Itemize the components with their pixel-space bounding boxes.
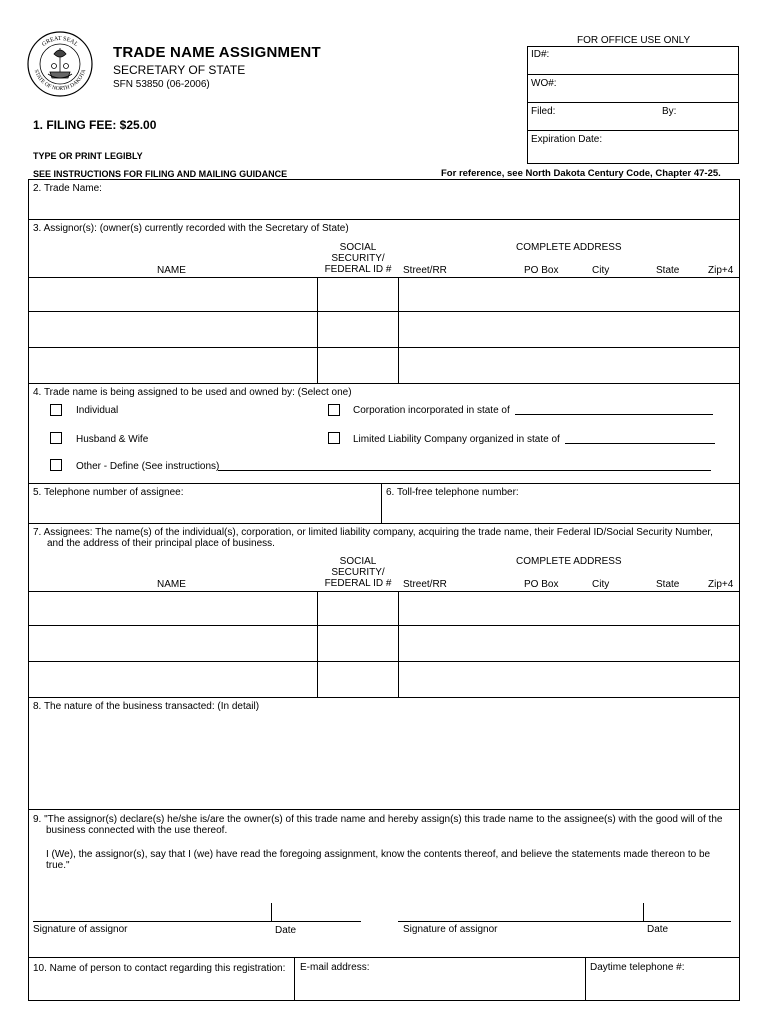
daytime-phone-label: Daytime telephone #: xyxy=(590,962,685,973)
assignor-street-header: Street/RR xyxy=(403,265,447,276)
assignor-row[interactable] xyxy=(29,348,739,383)
assignees-label: 7. Assignees: The name(s) of the individual(s), corporation, or limited liability company, acquiring the trade name, their Federal ID/Social Security Number, xyxy=(33,527,713,538)
state-seal xyxy=(26,30,94,98)
assignor-zip-header: Zip+4 xyxy=(708,265,734,276)
assignor-date-label-1: Date xyxy=(275,925,297,936)
assignors-label: 3. Assignor(s): (owner(s) currently recorded with the Secretary of State) xyxy=(33,223,349,234)
assignee-zip-header: Zip+4 xyxy=(708,579,734,590)
other-define-field[interactable] xyxy=(218,470,711,471)
corporation-state-field[interactable] xyxy=(515,414,713,415)
declaration-text-line4: true." xyxy=(46,860,70,871)
assignor-signature-label-1: Signature of assignor xyxy=(33,924,128,935)
declaration-text-line1: 9. "The assignor(s) declare(s) he/she is/are the owner(s) of this trade name and hereby assign(s) this trade name to the assignee(s) with the good will of the xyxy=(33,814,723,825)
form-number: SFN 53850 (06-2006) xyxy=(113,79,210,90)
assignor-row[interactable] xyxy=(29,278,739,311)
trade-name-label: 2. Trade Name: xyxy=(33,183,102,194)
office-filed-label: Filed: xyxy=(531,106,556,117)
seal-top-text: GREAT SEAL xyxy=(41,35,79,48)
declaration-text-line2: business connected with the use thereof. xyxy=(46,825,228,836)
individual-label: Individual xyxy=(76,405,119,416)
form-title: TRADE NAME ASSIGNMENT xyxy=(113,44,321,61)
assignee-phone-label: 5. Telephone number of assignee: xyxy=(33,487,184,498)
office-wo-label: WO#: xyxy=(531,78,557,89)
office-by-label: By: xyxy=(662,106,677,117)
corporation-label: Corporation incorporated in state of xyxy=(353,405,510,416)
assignor-name-header: NAME xyxy=(157,265,186,276)
assignee-complete-address-header: COMPLETE ADDRESS xyxy=(516,556,622,567)
assignor-signature-line-2[interactable] xyxy=(398,921,731,922)
assignee-city-header: City xyxy=(592,579,610,590)
agency-name: SECRETARY OF STATE xyxy=(113,63,246,77)
assignee-name-header: NAME xyxy=(157,579,186,590)
business-nature-field[interactable] xyxy=(29,714,739,808)
trade-name-field[interactable] xyxy=(29,195,739,218)
assignor-signature-line-1[interactable] xyxy=(33,921,361,922)
see-instructions: SEE INSTRUCTIONS FOR FILING AND MAILING GUIDANCE xyxy=(33,169,288,179)
other-checkbox[interactable] xyxy=(50,459,62,471)
assignee-pobox-header: PO Box xyxy=(524,579,559,590)
contact-name-label: 10. Name of person to contact regarding this registration: xyxy=(33,963,286,974)
toll-free-phone-label: 6. Toll-free telephone number: xyxy=(386,487,519,498)
daytime-phone-field[interactable] xyxy=(586,974,739,1000)
assignee-row[interactable] xyxy=(29,626,739,661)
email-label: E-mail address: xyxy=(300,962,370,973)
office-id-label: ID#: xyxy=(531,49,550,60)
corporation-checkbox[interactable] xyxy=(328,404,340,416)
assignor-pobox-header: PO Box xyxy=(524,265,559,276)
llc-state-field[interactable] xyxy=(565,443,715,444)
assignee-row[interactable] xyxy=(29,592,739,625)
husband-wife-label: Husband & Wife xyxy=(76,434,149,445)
office-use-box xyxy=(527,46,739,164)
assignees-label-cont: and the address of their principal place of business. xyxy=(47,538,275,549)
filing-fee: 1. FILING FEE: $25.00 xyxy=(33,118,157,132)
assigned-to-label: 4. Trade name is being assigned to be used and owned by: (Select one) xyxy=(33,387,352,398)
assignee-street-header: Street/RR xyxy=(403,579,447,590)
email-field[interactable] xyxy=(295,974,584,1000)
office-expiration-label: Expiration Date: xyxy=(531,134,603,145)
assignee-state-header: State xyxy=(656,579,680,590)
assignor-complete-address-header: COMPLETE ADDRESS xyxy=(516,242,622,253)
type-print-legibly: TYPE OR PRINT LEGIBLY xyxy=(33,151,143,161)
assignor-signature-label-2: Signature of assignor xyxy=(403,924,498,935)
reference-note: For reference, see North Dakota Century Code, Chapter 47-25. xyxy=(441,168,721,179)
assignor-city-header: City xyxy=(592,265,610,276)
assignor-state-header: State xyxy=(656,265,680,276)
other-label: Other - Define (See instructions) xyxy=(76,461,220,472)
toll-free-phone-field[interactable] xyxy=(382,499,739,522)
assignor-date-label-2: Date xyxy=(647,924,669,935)
declaration-text-line3: I (We), the assignor(s), say that I (we) have read the foregoing assignment, know the contents thereof, and believe the statements made thereon to be xyxy=(46,849,711,860)
llc-label: Limited Liability Company organized in state of xyxy=(353,434,560,445)
husband-wife-checkbox[interactable] xyxy=(50,432,62,444)
assignee-ssn-header: SOCIAL SECURITY/ FEDERAL ID # xyxy=(324,556,392,589)
assignor-ssn-header: SOCIAL SECURITY/ FEDERAL ID # xyxy=(324,242,392,275)
individual-checkbox[interactable] xyxy=(50,404,62,416)
llc-checkbox[interactable] xyxy=(328,432,340,444)
seal-bottom-text: STATE OF NORTH DAKOTA xyxy=(32,68,88,93)
office-use-title: FOR OFFICE USE ONLY xyxy=(577,35,691,46)
assignee-phone-field[interactable] xyxy=(29,499,380,522)
assignor-row[interactable] xyxy=(29,312,739,347)
business-nature-label: 8. The nature of the business transacted: (In detail) xyxy=(33,701,260,712)
assignee-row[interactable] xyxy=(29,662,739,697)
